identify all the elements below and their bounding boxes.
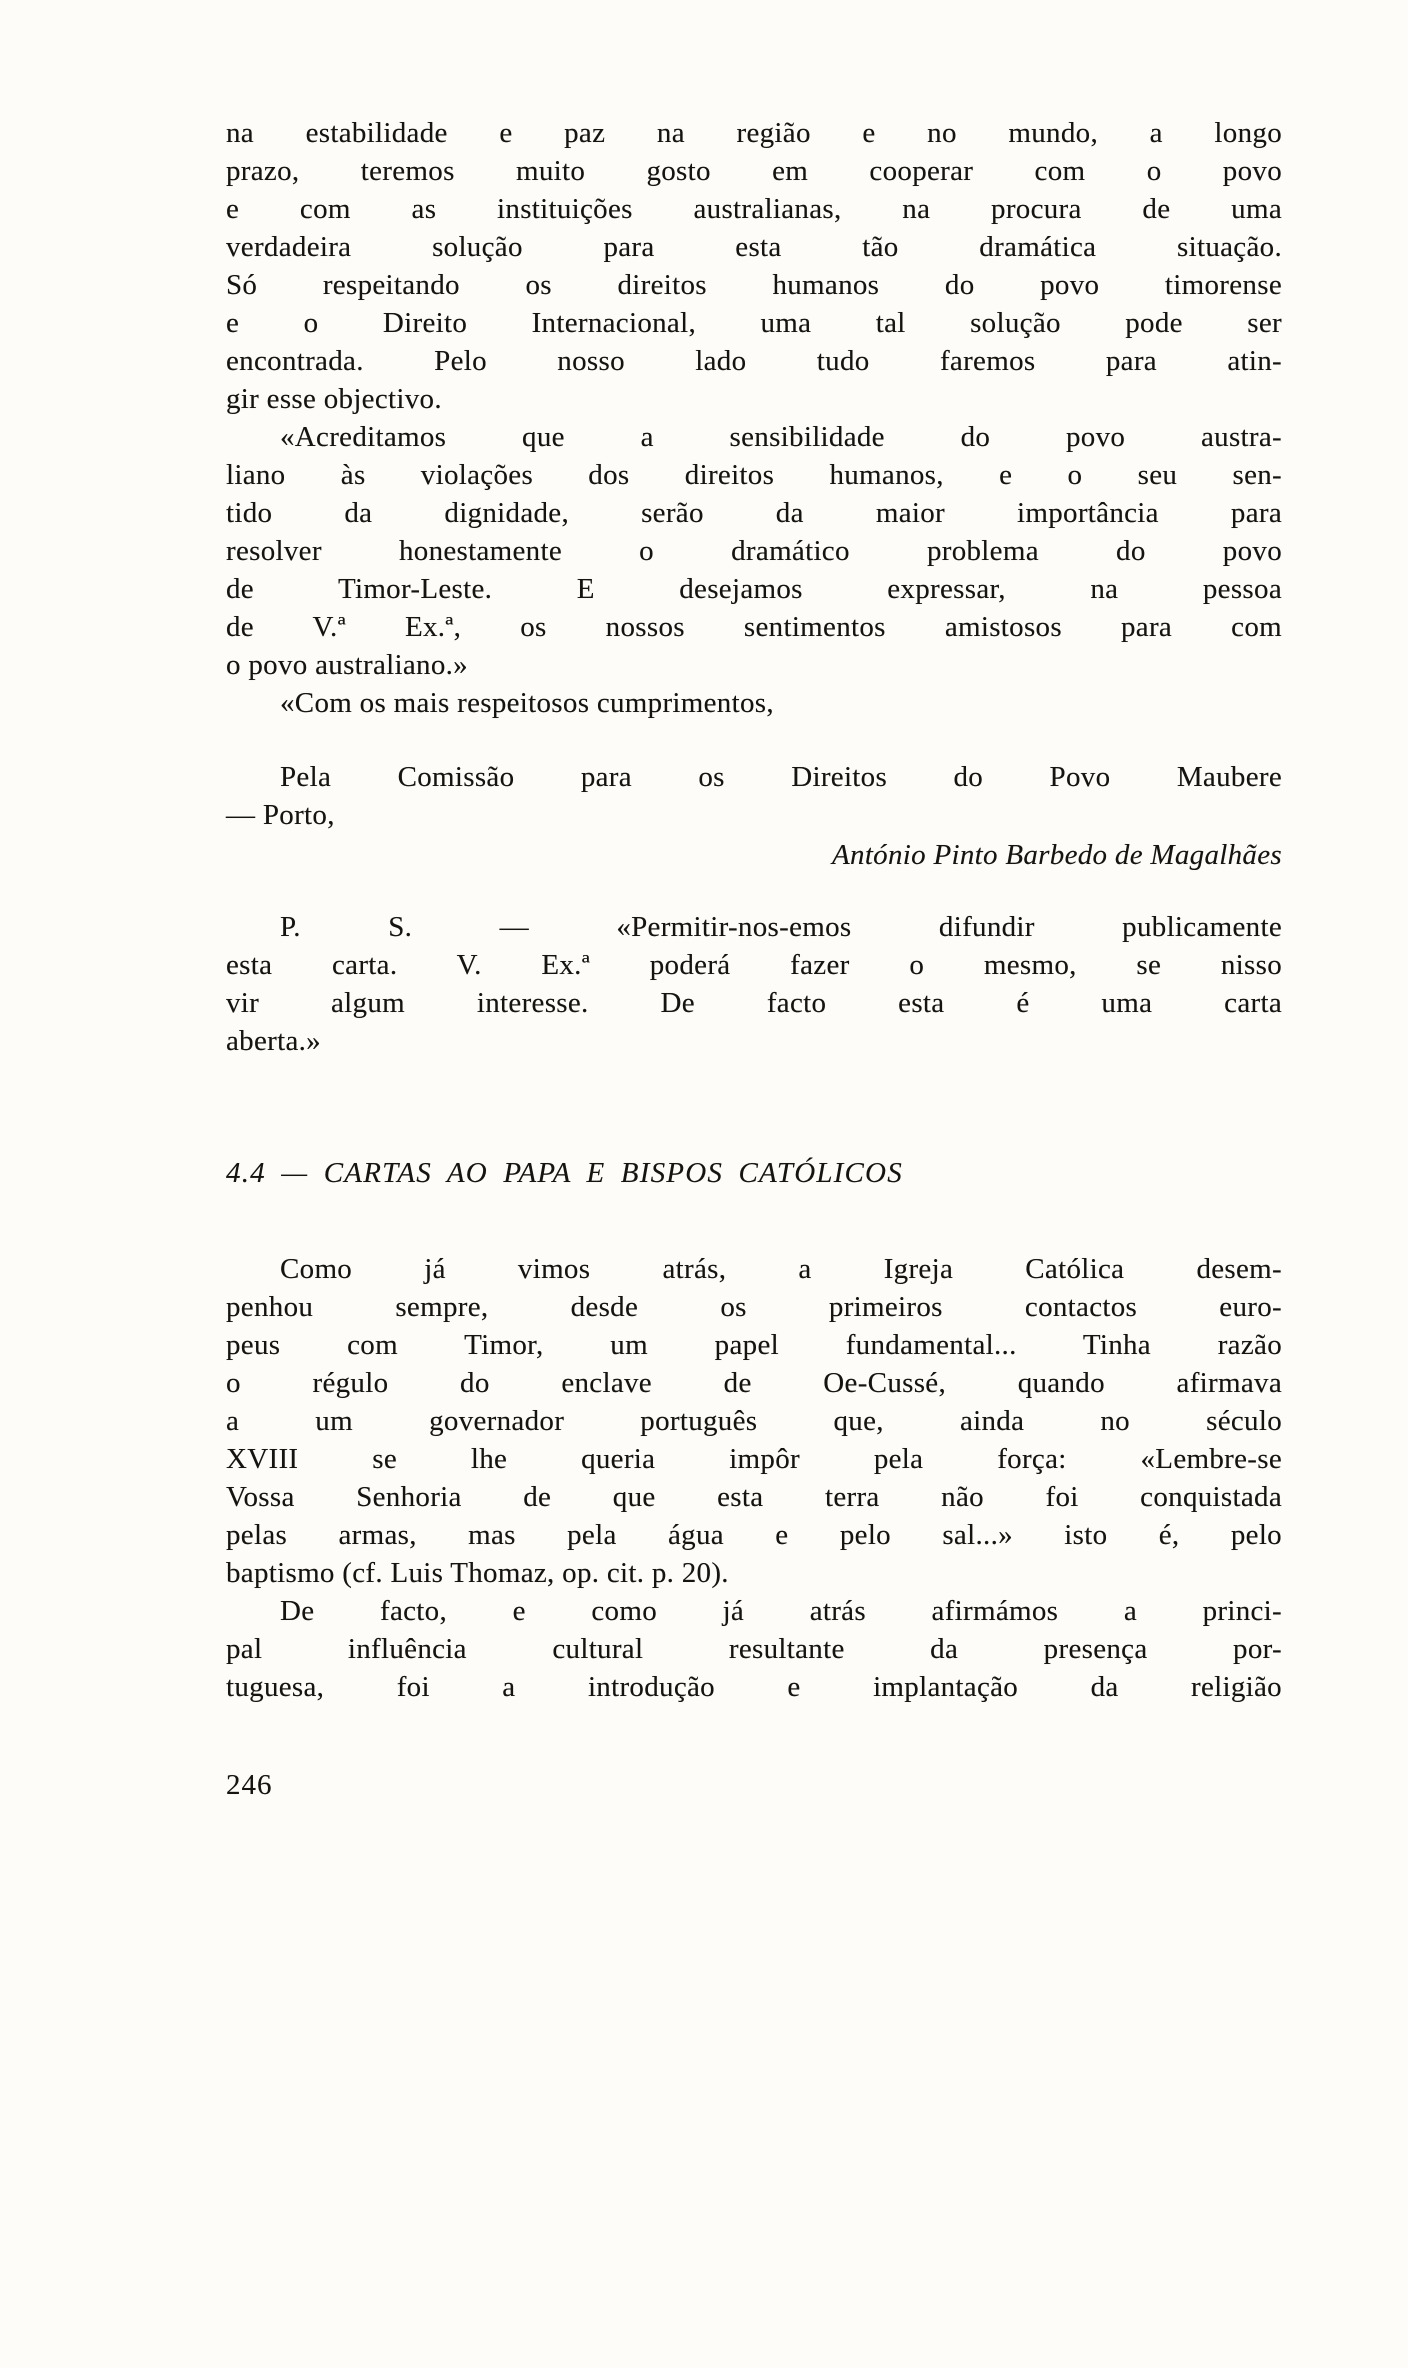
text-line: prazo, teremos muito gosto em cooperar com o povo xyxy=(226,155,1282,187)
paragraph-acreditamos xyxy=(226,418,1282,684)
text-line: Vossa Senhoria de que esta terra não foi conquistada xyxy=(226,1481,1282,1513)
paragraph-como-ja-vimos xyxy=(226,1250,1282,1592)
text-line: resolver honestamente o dramático problema do povo xyxy=(226,535,1282,567)
text-line: Só respeitando os direitos humanos do povo timorense xyxy=(226,269,1282,301)
text-line: liano às violações dos direitos humanos, e o seu sen- xyxy=(226,459,1282,491)
text-line: pelas armas, mas pela água e pelo sal...» isto é, pelo xyxy=(226,1519,1282,1551)
text-line: Como já vimos atrás, a Igreja Católica desem- xyxy=(280,1253,1282,1285)
text-line: «Acreditamos que a sensibilidade do povo austra- xyxy=(280,421,1282,453)
page-number: 246 xyxy=(226,1769,273,1801)
text-line: peus com Timor, um papel fundamental... Tinha razão xyxy=(226,1329,1282,1361)
text-line: penhou sempre, desde os primeiros contactos euro- xyxy=(226,1291,1282,1323)
page-text-block xyxy=(226,114,1282,1804)
paragraph-continuation xyxy=(226,114,1282,418)
text-line: de V.ª Ex.ª, os nossos sentimentos amistosos para com xyxy=(226,611,1282,643)
text-line: tido da dignidade, serão da maior importância para xyxy=(226,497,1282,529)
text-line: «Com os mais respeitosos cumprimentos, xyxy=(280,687,774,719)
text-line: P. S. — «Permitir-nos-emos difundir publicamente xyxy=(280,911,1282,943)
text-line: — Porto, xyxy=(226,799,335,831)
paragraph-de-facto xyxy=(226,1592,1282,1706)
text-line: gir esse objectivo. xyxy=(226,383,442,415)
text-line: e o Direito Internacional, uma tal solução pode ser xyxy=(226,307,1282,339)
text-line: pal influência cultural resultante da presença por- xyxy=(226,1633,1282,1665)
text-line: na estabilidade e paz na região e no mundo, a longo xyxy=(226,117,1282,149)
text-line: tuguesa, foi a introdução e implantação da religião xyxy=(226,1671,1282,1703)
text-line: e com as instituições australianas, na procura de uma xyxy=(226,193,1282,225)
paragraph-postscript xyxy=(226,908,1282,1060)
text-line: o povo australiano.» xyxy=(226,649,468,681)
text-line: encontrada. Pelo nosso lado tudo faremos para atin- xyxy=(226,345,1282,377)
text-line: aberta.» xyxy=(226,1025,321,1057)
paragraph-cumprimentos xyxy=(226,684,1282,722)
section-heading: 4.4 — CARTAS AO PAPA E BISPOS CATÓLICOS xyxy=(226,1157,903,1189)
text-line: esta carta. V. Ex.ª poderá fazer o mesmo, se nisso xyxy=(226,949,1282,981)
paragraph-comissao xyxy=(226,758,1282,834)
text-line: Pela Comissão para os Direitos do Povo Maubere xyxy=(280,761,1282,793)
text-line: baptismo (cf. Luis Thomaz, op. cit. p. 20). xyxy=(226,1557,729,1589)
text-line: vir algum interesse. De facto esta é uma carta xyxy=(226,987,1282,1019)
text-line: De facto, e como já atrás afirmámos a princi- xyxy=(280,1595,1282,1627)
signature-line: António Pinto Barbedo de Magalhães xyxy=(832,839,1282,871)
text-line: XVIII se lhe queria impôr pela força: «Lembre-se xyxy=(226,1443,1282,1475)
text-line: verdadeira solução para esta tão dramática situação. xyxy=(226,231,1282,263)
text-line: de Timor-Leste. E desejamos expressar, na pessoa xyxy=(226,573,1282,605)
text-line: a um governador português que, ainda no século xyxy=(226,1405,1282,1437)
text-line: o régulo do enclave de Oe-Cussé, quando afirmava xyxy=(226,1367,1282,1399)
